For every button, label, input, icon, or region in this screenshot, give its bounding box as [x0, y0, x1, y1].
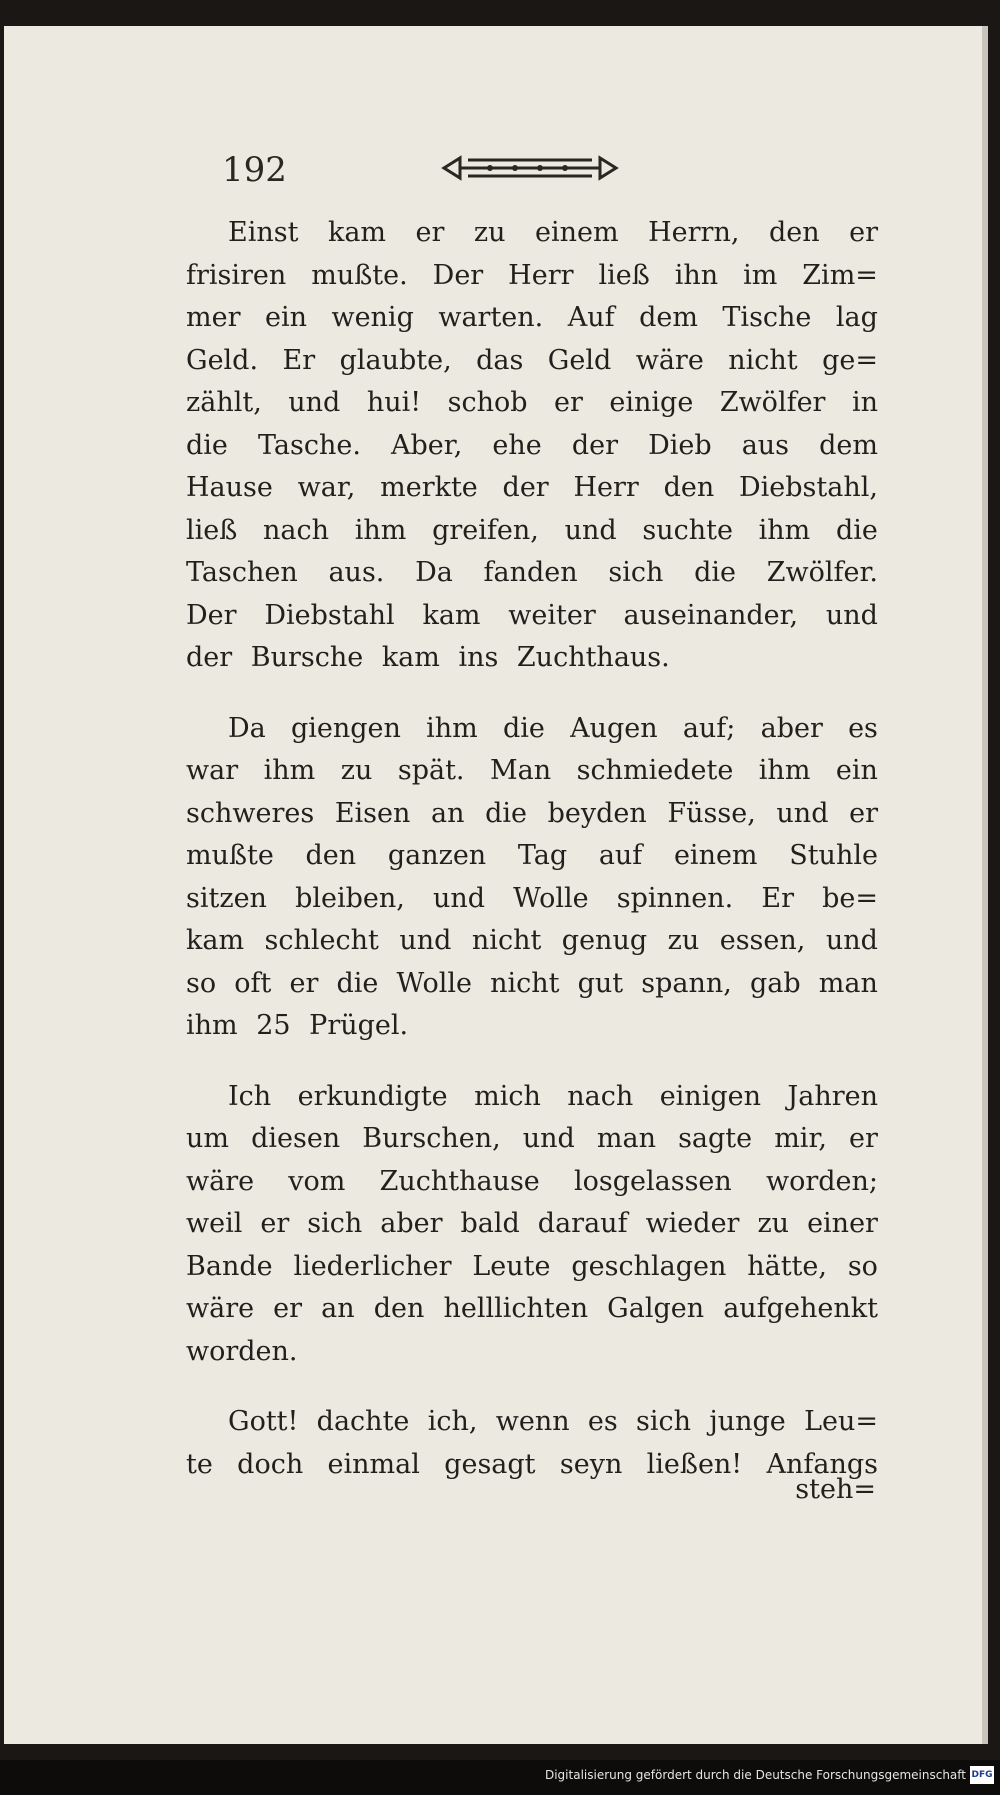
- word: Zim=: [802, 259, 878, 291]
- word: mir,: [774, 1123, 827, 1154]
- text-line: [186, 1288, 878, 1331]
- word: ich,: [427, 1406, 478, 1437]
- word: es: [848, 712, 878, 744]
- word: dem: [819, 429, 878, 461]
- word: lag: [835, 302, 878, 333]
- word: aber: [380, 1208, 443, 1239]
- word: suchte: [642, 514, 733, 546]
- word: mußte: [186, 840, 274, 871]
- word: mich: [474, 1080, 541, 1112]
- text-line: [186, 382, 878, 425]
- word: Herr: [508, 259, 574, 291]
- word: man: [596, 1123, 656, 1154]
- word: ehe: [492, 429, 542, 461]
- word: vom: [288, 1165, 346, 1197]
- word: mußte.: [311, 259, 408, 291]
- word: wenn: [495, 1406, 570, 1437]
- word: gab: [750, 967, 801, 999]
- text-line: [186, 255, 878, 298]
- word: und: [288, 387, 341, 418]
- text-line: [186, 297, 878, 340]
- word: glaubte,: [339, 344, 452, 376]
- word: Der: [432, 259, 484, 291]
- word: sich: [608, 557, 664, 588]
- word: Hause: [186, 472, 273, 503]
- word: er: [289, 967, 319, 999]
- word: helllichten: [443, 1293, 589, 1324]
- text-line: [186, 1401, 878, 1444]
- word: Gott!: [228, 1406, 299, 1437]
- word: Taschen: [186, 557, 298, 588]
- word: Geld: [547, 344, 612, 376]
- word: doch: [237, 1448, 304, 1480]
- word: kam: [422, 599, 481, 631]
- word: Tasche.: [257, 429, 361, 461]
- word: Füsse,: [667, 797, 756, 829]
- word: bleiben,: [295, 882, 405, 914]
- word: nicht: [490, 967, 560, 999]
- word: er: [415, 217, 445, 248]
- word: war,: [297, 472, 356, 503]
- text-line: [186, 1444, 878, 1487]
- digitization-credit: Digitalisierung gefördert durch die Deutsche Forschungsgemeinschaft: [544, 1768, 966, 1782]
- word: den: [305, 840, 357, 871]
- word: die: [186, 429, 228, 461]
- text-line: [186, 878, 878, 921]
- word: fanden: [483, 557, 578, 588]
- word: so: [847, 1250, 878, 1282]
- word: Galgen: [607, 1293, 705, 1324]
- word: und: [522, 1123, 575, 1154]
- word: einigen: [659, 1080, 761, 1112]
- word: Zwölfer.: [766, 557, 878, 588]
- word: oft: [234, 967, 272, 999]
- word: ihm: [426, 712, 478, 744]
- word: Bande: [186, 1250, 273, 1282]
- word: Tische: [722, 302, 812, 333]
- word: nicht: [471, 925, 542, 956]
- word: Auf: [567, 302, 615, 333]
- word: ihm: [758, 514, 811, 546]
- word: wäre: [635, 344, 704, 376]
- word: und: [564, 514, 617, 546]
- word: ihn: [674, 259, 719, 291]
- word: wieder: [645, 1208, 740, 1239]
- word: Stuhle: [789, 840, 878, 871]
- word: die: [336, 967, 379, 999]
- word: Diebstahl: [264, 599, 395, 631]
- word: auf: [598, 840, 643, 871]
- word: sich: [636, 1406, 692, 1437]
- word: hätte,: [747, 1250, 827, 1282]
- text-line: [186, 1203, 878, 1246]
- text-line: [186, 425, 878, 468]
- word: Diebstahl,: [738, 472, 878, 503]
- word: im: [743, 259, 778, 291]
- word: und: [399, 925, 452, 956]
- word: Zwölfer: [719, 387, 826, 418]
- word: er: [849, 1123, 878, 1154]
- word: ihm: [758, 755, 811, 786]
- word: seyn: [559, 1448, 623, 1480]
- word: Herrn,: [648, 217, 740, 248]
- text-line: [186, 552, 878, 595]
- word: einem: [673, 840, 758, 871]
- word: schmiedete: [576, 755, 734, 786]
- word: nach: [263, 514, 330, 546]
- word: ganzen: [387, 840, 487, 871]
- word: Anfangs: [766, 1448, 878, 1480]
- word: auf;: [682, 712, 736, 744]
- word: ge=: [822, 344, 878, 376]
- text-line: [186, 963, 878, 1006]
- text-line: [186, 1076, 878, 1119]
- word: gesagt: [444, 1448, 536, 1480]
- word: Er: [761, 882, 794, 914]
- word: Geld.: [186, 344, 259, 376]
- word: junge: [709, 1406, 786, 1437]
- word: einem: [535, 217, 619, 248]
- word: Tag: [517, 840, 568, 871]
- text-line: [186, 708, 878, 751]
- word: wäre: [186, 1293, 255, 1324]
- word: der: [571, 429, 618, 461]
- word: Jahren: [787, 1080, 878, 1112]
- text-line: [186, 595, 878, 638]
- text-line: [186, 1246, 878, 1289]
- word: ein: [835, 755, 878, 786]
- word: der: [502, 472, 549, 503]
- word: essen,: [719, 925, 806, 956]
- word: und: [825, 925, 878, 956]
- word: ihm: [263, 755, 316, 786]
- word: gut: [577, 967, 624, 999]
- word: warten.: [438, 302, 544, 333]
- word: einige: [609, 387, 694, 418]
- word: Wolle: [396, 967, 472, 999]
- word: er: [273, 1293, 303, 1324]
- word: den: [373, 1293, 425, 1324]
- word: erkundigte: [297, 1080, 448, 1112]
- word: Da: [228, 712, 266, 744]
- word: er: [849, 797, 878, 829]
- text-line: [186, 510, 878, 553]
- text-line: [186, 340, 878, 383]
- word: mer: [186, 302, 241, 333]
- word: sich: [307, 1208, 363, 1239]
- word: Leute: [472, 1250, 551, 1282]
- word: einmal: [327, 1448, 420, 1480]
- word: worden;: [765, 1165, 878, 1197]
- word: merkte: [380, 472, 478, 503]
- word: zu: [340, 755, 373, 786]
- text-line: [186, 1118, 878, 1161]
- word: sagte: [678, 1123, 753, 1154]
- word: sitzen: [186, 882, 267, 914]
- word: te: [186, 1448, 213, 1480]
- word: geschlagen: [571, 1250, 727, 1282]
- word: ein: [264, 302, 307, 333]
- word: Eisen: [334, 797, 411, 829]
- word: das: [476, 344, 524, 376]
- word: greifen,: [432, 514, 539, 546]
- word: einer: [807, 1208, 878, 1239]
- word: Leu=: [804, 1406, 878, 1437]
- word: auseinander,: [623, 599, 799, 631]
- word: ließ: [186, 514, 238, 546]
- word: Er: [282, 344, 316, 376]
- text-line: [186, 750, 878, 793]
- word: und: [825, 599, 878, 631]
- word: die: [485, 797, 528, 829]
- word: Herr: [573, 472, 639, 503]
- word: zu: [757, 1208, 790, 1239]
- word: schlecht: [264, 925, 379, 956]
- word: diesen: [251, 1123, 341, 1154]
- body-text: [186, 212, 878, 1514]
- word: aus: [741, 429, 790, 461]
- text-line: der Bursche kam ins Zuchthaus.: [186, 642, 670, 673]
- word: aber: [760, 712, 823, 744]
- word: spät.: [397, 755, 465, 786]
- word: ließ: [598, 259, 650, 291]
- word: weil: [186, 1208, 243, 1239]
- paragraph: [186, 1401, 878, 1486]
- word: giengen: [290, 712, 401, 744]
- word: nicht: [728, 344, 798, 376]
- word: wäre: [186, 1165, 255, 1197]
- word: zu: [473, 217, 506, 248]
- word: Man: [490, 755, 552, 786]
- text-line: [186, 212, 878, 255]
- word: an: [431, 797, 465, 829]
- word: so: [186, 967, 217, 999]
- word: Wolle: [513, 882, 589, 914]
- dfg-logo-icon: DFG: [970, 1766, 994, 1784]
- word: die: [694, 557, 737, 588]
- word: Der: [186, 599, 237, 631]
- word: spinnen.: [616, 882, 734, 914]
- word: ließen!: [646, 1448, 743, 1480]
- word: bald: [460, 1208, 520, 1239]
- word: war: [186, 755, 239, 786]
- word: dem: [639, 302, 698, 333]
- word: die: [836, 514, 878, 546]
- word: Einst: [228, 217, 299, 248]
- paragraph: [186, 212, 878, 680]
- word: nach: [567, 1080, 634, 1112]
- word: darauf: [537, 1208, 628, 1239]
- paragraph: [186, 708, 878, 1048]
- word: kam: [186, 925, 245, 956]
- word: und: [432, 882, 486, 914]
- word: kam: [327, 217, 387, 248]
- word: er: [849, 217, 878, 248]
- word: zu: [667, 925, 700, 956]
- ornament-divider: [440, 150, 620, 186]
- word: dachte: [316, 1406, 410, 1437]
- word: er: [260, 1208, 290, 1239]
- catchword: steh=: [795, 1474, 876, 1505]
- word: weiter: [508, 599, 596, 631]
- text-line: ihm 25 Prügel.: [186, 1010, 409, 1041]
- word: und: [776, 797, 829, 829]
- word: es: [587, 1406, 618, 1437]
- text-line: [186, 920, 878, 963]
- text-line: [186, 1161, 878, 1204]
- word: in: [851, 387, 878, 418]
- word: genug: [561, 925, 648, 956]
- text-line: [186, 467, 878, 510]
- text-line: worden.: [186, 1335, 298, 1367]
- page-number: 192: [222, 150, 287, 190]
- word: spann,: [641, 967, 732, 999]
- word: aus.: [328, 557, 385, 588]
- word: den: [663, 472, 715, 503]
- word: ihm: [354, 514, 407, 546]
- text-line: [186, 793, 878, 836]
- word: aufgehenkt: [723, 1293, 878, 1324]
- footer-bar: [0, 1760, 1000, 1795]
- word: er: [554, 387, 583, 418]
- word: Dieb: [648, 429, 712, 461]
- word: Burschen,: [362, 1123, 501, 1154]
- word: um: [186, 1123, 229, 1154]
- text-line: [186, 835, 878, 878]
- word: an: [321, 1293, 355, 1324]
- word: Da: [415, 557, 453, 588]
- word: hui!: [366, 387, 422, 418]
- word: wenig: [331, 302, 414, 333]
- word: Aber,: [391, 429, 463, 461]
- word: Augen: [570, 712, 658, 744]
- word: schweres: [186, 797, 315, 829]
- word: schob: [447, 387, 528, 418]
- word: den: [768, 217, 820, 248]
- word: liederlicher: [293, 1250, 452, 1282]
- word: losgelassen: [573, 1165, 732, 1197]
- word: be=: [822, 882, 878, 914]
- word: Zuchthause: [379, 1165, 540, 1197]
- word: die: [502, 712, 545, 744]
- word: frisiren: [186, 259, 287, 291]
- word: zählt,: [186, 387, 262, 418]
- word: man: [818, 967, 878, 999]
- word: Ich: [228, 1080, 272, 1112]
- paragraph: [186, 1076, 878, 1374]
- word: beyden: [547, 797, 647, 829]
